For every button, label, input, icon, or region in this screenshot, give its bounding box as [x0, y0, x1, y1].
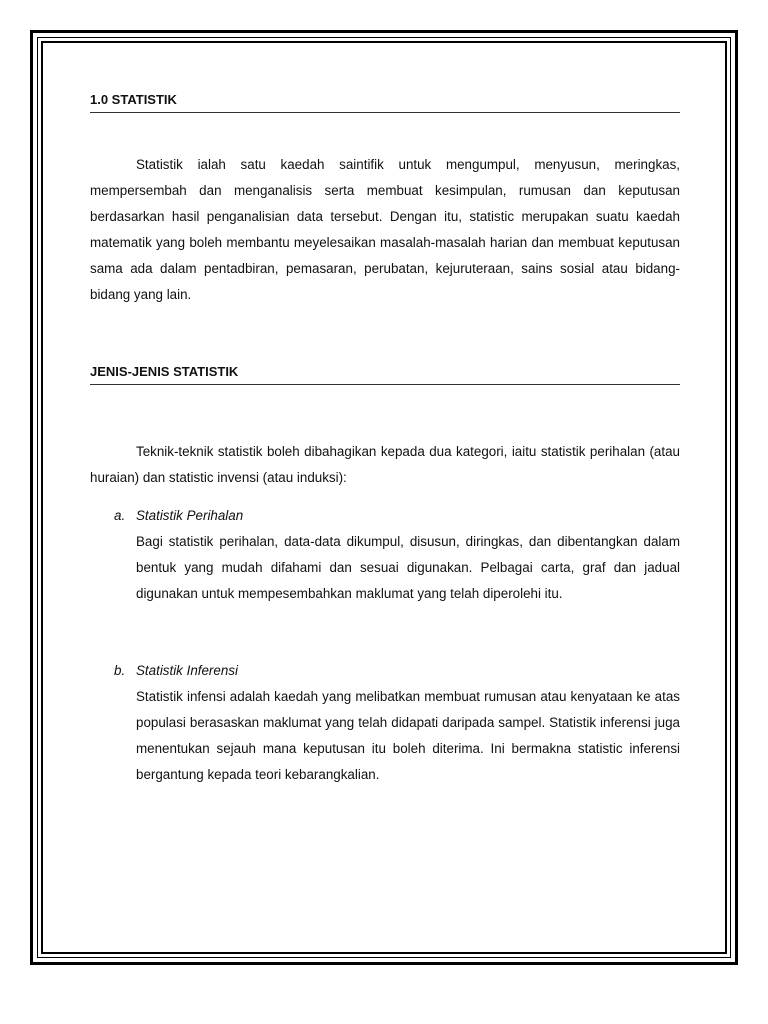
list-item-b-body: Statistik infensi adalah kaedah yang melibatkan membuat rumusan atau kenyataan ke atas populasi berasaskan maklumat yang telah didapati daripada sampel. Statistik inferensi juga menentukan sejauh mana keputusan itu boleh diterima. Ini bermakna statistic inferensi bergantung kepada teori kebarangkalian. [136, 689, 680, 782]
list-item-b-label [114, 663, 238, 678]
list-item-a-title: Statistik Perihalan [136, 508, 244, 523]
statistik-definition-paragraph: Statistik ialah satu kaedah saintifik untuk mengumpul, menyusun, meringkas, mempersembah dan menganalisis serta membuat kesimpulan, rumusan dan keputusan berdasarkan hasil penganalisian data tersebut. Dengan itu, statistic merupakan suatu kaedah matematik yang boleh membantu meyelesaikan masalah-masalah harian dan membuat keputusan sama ada dalam pentadbiran, pemasaran, perubatan, kejuruteraan, sains sosial atau bidang-bidang yang lain. [90, 157, 680, 302]
list-item-a-body: Bagi statistik perihalan, data-data dikumpul, disusun, diringkas, dan dibentangkan dalam bentuk yang mudah difahami dan sesuai digunakan. Pelbagai carta, graf dan jadual digunakan untuk mempesembahkan maklumat yang telah diperolehi itu. [136, 534, 680, 601]
jenis-intro-paragraph: Teknik-teknik statistik boleh dibahagikan kepada dua kategori, iaitu statistik perihalan (atau huraian) dan statistic invensi (atau induksi): [90, 444, 680, 485]
list-item-b-letter: b. [114, 663, 126, 678]
list-item-a-label [114, 508, 243, 523]
section-heading-statistik: 1.0 STATISTIK [90, 92, 680, 113]
section-heading-jenis-statistik: JENIS-JENIS STATISTIK [90, 364, 680, 385]
list-item-a-letter: a. [114, 508, 126, 523]
list-item-b-title: Statistik Inferensi [136, 663, 238, 678]
